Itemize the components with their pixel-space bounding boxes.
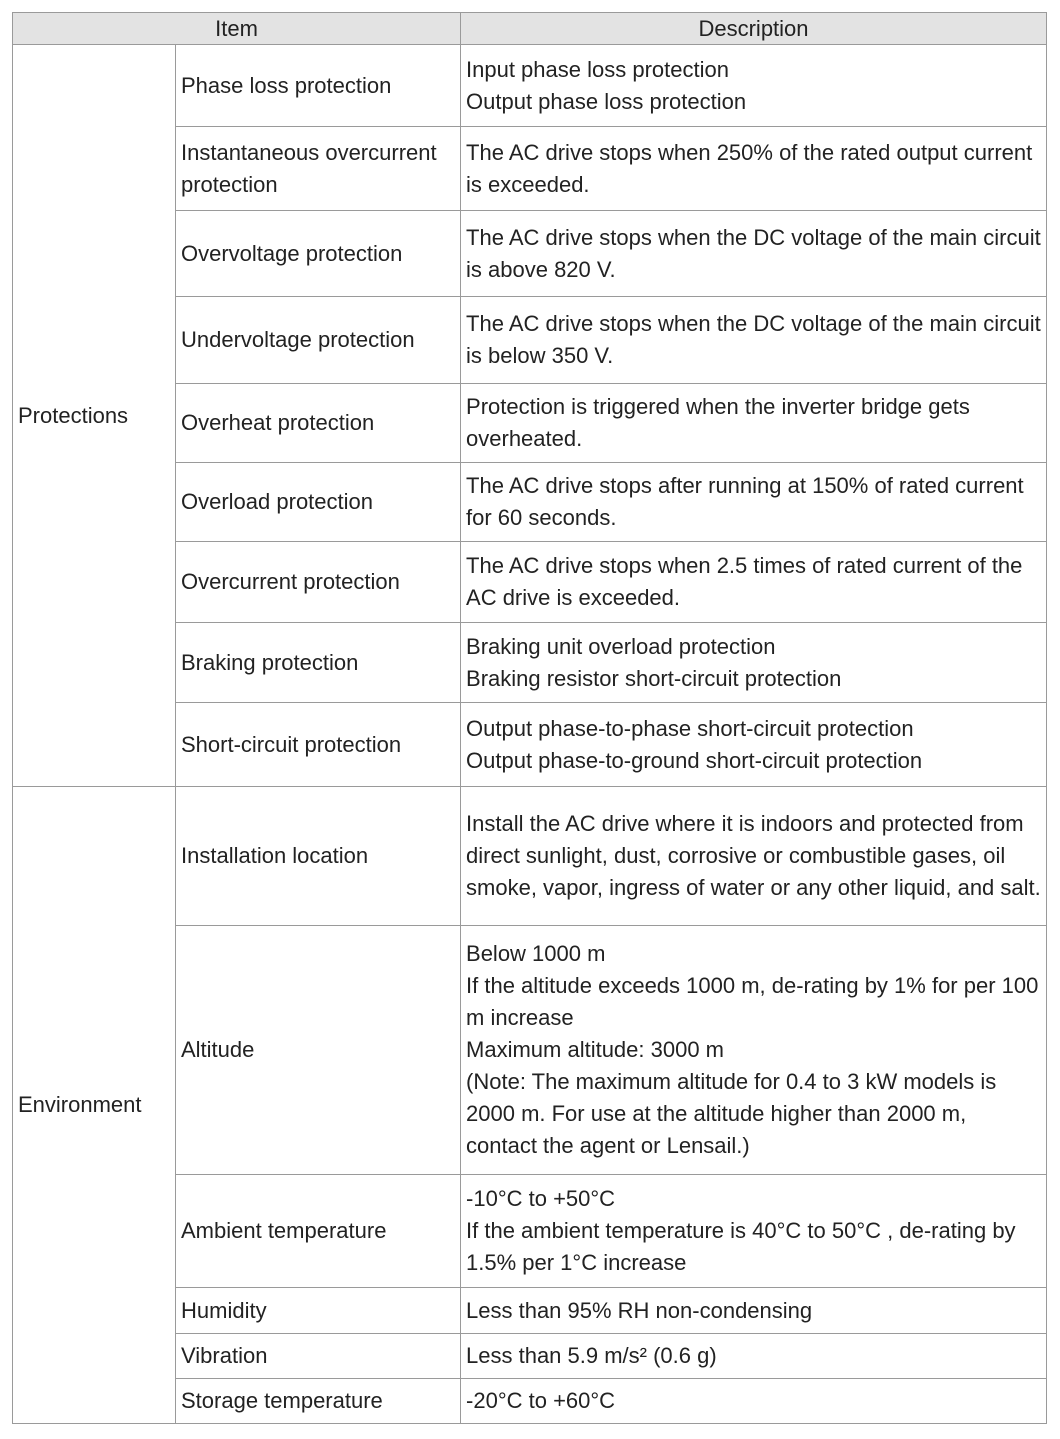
item-cell: Instantaneous overcurrent protection (176, 127, 461, 211)
header-description: Description (461, 13, 1047, 45)
item-cell: Overload protection (176, 463, 461, 542)
group-cell: Environment (13, 787, 176, 1424)
description-cell (461, 703, 1047, 787)
description-line: If the ambient temperature is 40°C to 50°C , de-rating by 1.5% per 1°C increase (466, 1218, 1016, 1275)
item-cell: Storage temperature (176, 1379, 461, 1424)
description-line: Less than 95% RH non-condensing (466, 1297, 813, 1323)
item-cell: Overvoltage protection (176, 211, 461, 297)
description-cell (461, 211, 1047, 297)
description-cell (461, 1334, 1047, 1379)
item-cell: Installation location (176, 787, 461, 926)
table-row (13, 787, 1047, 926)
description-cell (461, 45, 1047, 127)
description-line: Protection is triggered when the inverter bridge gets overheated. (466, 394, 970, 451)
description-line: The AC drive stops when 250% of the rated output current is exceeded. (466, 139, 1033, 197)
item-cell: Phase loss protection (176, 45, 461, 127)
item-cell: Humidity (176, 1288, 461, 1334)
description-line: -20°C to +60°C (466, 1388, 616, 1413)
table-body (13, 45, 1047, 1424)
description-cell (461, 623, 1047, 703)
item-cell: Overcurrent protection (176, 542, 461, 623)
description-cell (461, 297, 1047, 384)
description-line: If the altitude exceeds 1000 m, de-rating by 1% for per 100 m increase (466, 973, 1039, 1030)
description-line: (Note: The maximum altitude for 0.4 to 3 kW models is 2000 m. For use at the altitude higher than 2000 m, contact the agent or Lensail.) (466, 1069, 997, 1158)
header-row (13, 13, 1047, 45)
table-row (13, 45, 1047, 127)
description-line: Less than 5.9 m/s² (0.6 g) (466, 1343, 717, 1368)
item-cell: Vibration (176, 1334, 461, 1379)
description-cell (461, 926, 1047, 1175)
description-line: The AC drive stops when 2.5 times of rated current of the AC drive is exceeded. (466, 553, 1023, 610)
header-item: Item (13, 13, 461, 45)
description-line: Braking resistor short-circuit protection (466, 665, 842, 691)
description-line: Below 1000 m (466, 941, 606, 966)
group-cell: Protections (13, 45, 176, 787)
description-cell (461, 127, 1047, 211)
description-line: Output phase-to-phase short-circuit protection (466, 715, 914, 741)
description-line: Install the AC drive where it is indoors and protected from direct sunlight, dust, corrosive or combustible gases, oil smoke, vapor, ingress of water or any other liquid, and salt. (466, 811, 1041, 900)
description-line: Braking unit overload protection (466, 633, 776, 659)
description-line: Output phase-to-ground short-circuit protection (466, 747, 923, 773)
description-line: Output phase loss protection (466, 88, 747, 114)
description-line: The AC drive stops when the DC voltage of the main circuit is above 820 V. (466, 224, 1041, 282)
item-cell: Braking protection (176, 623, 461, 703)
description-cell (461, 1288, 1047, 1334)
description-line: Maximum altitude: 3000 m (466, 1037, 725, 1062)
item-cell: Overheat protection (176, 384, 461, 463)
description-cell (461, 542, 1047, 623)
item-cell: Altitude (176, 926, 461, 1175)
description-line: The AC drive stops after running at 150% of rated current for 60 seconds. (466, 473, 1024, 530)
item-cell: Ambient temperature (176, 1175, 461, 1288)
description-line: The AC drive stops when the DC voltage of the main circuit is below 350 V. (466, 311, 1041, 368)
description-cell (461, 384, 1047, 463)
description-cell (461, 1175, 1047, 1288)
description-cell (461, 463, 1047, 542)
item-cell: Undervoltage protection (176, 297, 461, 384)
description-cell (461, 787, 1047, 926)
description-cell (461, 1379, 1047, 1424)
description-line: -10°C to +50°C (466, 1186, 616, 1211)
item-cell: Short-circuit protection (176, 703, 461, 787)
spec-table (12, 12, 1047, 1424)
description-line: Input phase loss protection (466, 56, 729, 82)
